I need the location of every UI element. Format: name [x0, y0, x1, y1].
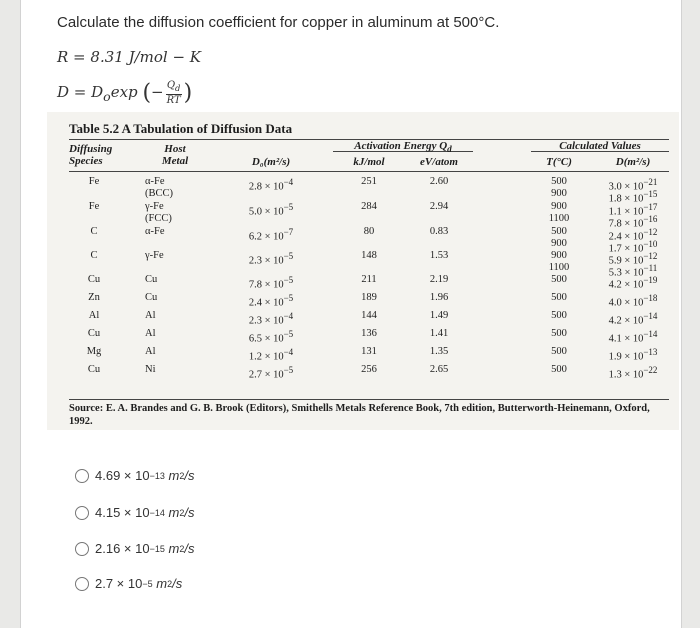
cell-ev: 1.41	[429, 328, 449, 339]
cell-d: $1.9 \times 10^{-13}$	[608, 347, 658, 363]
cell-host: Al	[145, 328, 156, 339]
cell-d: $5.3 \times 10^{-11}$	[608, 263, 658, 279]
cell-d: $4.0 \times 10^{-18}$	[608, 293, 658, 309]
cell-d: $1.8 \times 10^{-15}$	[608, 189, 658, 205]
cell-d0: $2.3 \times 10^{-5}$	[248, 251, 294, 267]
cell-d: $4.1 \times 10^{-14}$	[608, 329, 658, 345]
header-d0: D₀(m²/s)	[251, 156, 291, 168]
eq-open-paren: (	[142, 80, 152, 106]
option-1-mantissa: 4.69 × 10	[95, 468, 150, 483]
eq-exp: exp	[110, 83, 138, 101]
gas-constant-value: R = 8.31	[57, 48, 124, 66]
cell-temp: 900	[551, 188, 567, 199]
header-activation: Activation Energy $Q_d$	[354, 140, 452, 155]
cell-host: γ-Fe	[145, 250, 164, 261]
cell-ev: 2.19	[429, 274, 449, 285]
table-caption: Table 5.2 A Tabulation of Diffusion Data	[69, 121, 293, 136]
cell-d0: $2.8 \times 10^{-4}$	[248, 177, 294, 193]
cell-d: $2.4 \times 10^{-12}$	[608, 227, 658, 243]
eq-lhs: D = D	[57, 83, 104, 101]
cell-d0: $2.7 \times 10^{-5}$	[248, 365, 294, 381]
header-metal: Metal	[161, 155, 189, 167]
cell-d: $1.1 \times 10^{-17}$	[608, 202, 658, 218]
eq-numerator: Q	[166, 80, 176, 91]
cell-ev: 1.35	[429, 346, 449, 357]
header-t: T(°C)	[546, 156, 572, 168]
eq-fraction	[166, 80, 182, 106]
cell-d: $3.0 \times 10^{-21}$	[608, 177, 658, 193]
answer-option-4[interactable]: 2.7 × 10 −5 m 2 /s	[75, 576, 182, 591]
cell-temp: 1100	[548, 213, 570, 224]
cell-host: γ-Fe	[145, 201, 164, 212]
eq-denominator: RT	[166, 95, 181, 106]
cell-d: $1.3 \times 10^{-22}$	[608, 365, 658, 381]
gas-constant-equation	[57, 48, 201, 66]
cell-temp: 900	[551, 201, 567, 212]
cell-kj: 148	[361, 250, 377, 261]
cell-temp: 500	[551, 176, 567, 187]
cell-species: Fe	[88, 176, 100, 187]
header-ev: eV/atom	[420, 156, 458, 168]
cell-host-structure: (BCC)	[145, 188, 174, 199]
cell-host: α-Fe	[145, 226, 165, 237]
cell-kj: 80	[363, 226, 375, 237]
eq-close-paren: )	[183, 80, 193, 106]
question-text: Calculate the diffusion coefficient for copper in aluminum at 500°C.	[57, 14, 500, 31]
eq-numerator-sub: d	[175, 83, 181, 93]
cell-d0: $6.5 \times 10^{-5}$	[248, 329, 294, 345]
cell-ev: 1.53	[429, 250, 449, 261]
cell-temp: 500	[551, 346, 567, 357]
cell-species: Al	[88, 310, 100, 321]
header-calculated: Calculated Values	[559, 140, 641, 152]
cell-host-structure: (FCC)	[145, 213, 172, 224]
cell-d: $5.9 \times 10^{-12}$	[608, 251, 658, 267]
cell-d0: $1.2 \times 10^{-4}$	[248, 347, 294, 363]
cell-species: Cu	[87, 364, 101, 375]
diffusion-equation: $D = D_o\exp$ (− $\frac{Q_d}{RT}$ )	[57, 80, 193, 106]
question-card	[20, 0, 682, 628]
cell-host: Al	[145, 310, 156, 321]
cell-host: Cu	[145, 274, 158, 285]
table-source: Source: E. A. Brandes and G. B. Brook (Editors), Smithells Metals Reference Book, 7th edition, Butterworth-Heinemann, Oxford, 1992.	[69, 403, 650, 427]
option-3-mantissa: 2.16 × 10	[95, 541, 150, 556]
cell-ev: 1.96	[429, 292, 449, 303]
cell-species: Cu	[87, 328, 101, 339]
answer-option-1[interactable]: 4.69 × 10 −13 m 2 /s	[75, 468, 194, 483]
option-4-mantissa: 2.7 × 10	[95, 576, 143, 591]
cell-species: C	[90, 250, 98, 261]
cell-species: C	[90, 226, 98, 237]
option-2-mantissa: 4.15 × 10	[95, 505, 150, 520]
header-d: D(m²/s)	[615, 156, 651, 168]
radio-icon[interactable]	[75, 506, 89, 520]
cell-temp: 500	[551, 274, 567, 285]
cell-d0: $6.2 \times 10^{-7}$	[248, 227, 294, 243]
cell-temp: 500	[551, 226, 567, 237]
gas-constant-units: J/mol − K	[128, 48, 202, 66]
cell-temp: 500	[551, 292, 567, 303]
cell-d0: $2.4 \times 10^{-5}$	[248, 293, 294, 309]
answer-option-2[interactable]: 4.15 × 10 −14 m 2 /s	[75, 505, 194, 520]
cell-temp: 500	[551, 364, 567, 375]
cell-d0: $2.3 \times 10^{-4}$	[248, 311, 294, 327]
cell-ev: 2.60	[429, 176, 449, 187]
cell-kj: 189	[361, 292, 377, 303]
cell-host: Al	[145, 346, 156, 357]
cell-kj: 144	[361, 310, 377, 321]
cell-kj: 211	[361, 274, 377, 285]
cell-d: $4.2 \times 10^{-19}$	[608, 275, 658, 291]
cell-ev: 1.49	[429, 310, 449, 321]
header-kj: kJ/mol	[353, 156, 385, 168]
cell-host: α-Fe	[145, 176, 165, 187]
cell-species: Mg	[86, 346, 102, 357]
eq-d0-sub: o	[103, 89, 111, 104]
cell-temp: 900	[551, 250, 567, 261]
header-diffusing: Diffusing	[69, 143, 113, 155]
cell-temp: 900	[551, 238, 567, 249]
cell-ev: 2.94	[429, 201, 449, 212]
header-species: Species	[69, 155, 103, 167]
cell-kj: 136	[361, 328, 377, 339]
cell-temp: 1100	[548, 262, 570, 273]
cell-d0: $5.0 \times 10^{-5}$	[248, 202, 294, 218]
cell-d: $4.2 \times 10^{-14}$	[608, 311, 658, 327]
cell-host: Cu	[145, 292, 158, 303]
radio-icon[interactable]	[75, 577, 89, 591]
cell-species: Fe	[88, 201, 100, 212]
cell-kj: 256	[361, 364, 377, 375]
cell-ev: 2.65	[429, 364, 449, 375]
cell-kj: 284	[361, 201, 377, 212]
cell-d: $1.7 \times 10^{-10}$	[608, 239, 658, 255]
cell-species: Cu	[87, 274, 101, 285]
cell-d0: $7.8 \times 10^{-5}$	[248, 275, 294, 291]
cell-temp: 500	[551, 310, 567, 321]
diffusion-data-table	[47, 112, 679, 430]
cell-host: Ni	[145, 364, 156, 375]
cell-species: Zn	[88, 292, 100, 303]
cell-kj: 131	[361, 346, 377, 357]
cell-d: $7.8 \times 10^{-16}$	[608, 214, 658, 230]
cell-kj: 251	[361, 176, 377, 187]
answer-option-3[interactable]: 2.16 × 10 −15 m 2 /s	[75, 541, 194, 556]
cell-ev: 0.83	[429, 226, 449, 237]
cell-temp: 500	[551, 328, 567, 339]
radio-icon[interactable]	[75, 542, 89, 556]
header-host: Host	[164, 143, 186, 155]
radio-icon[interactable]	[75, 469, 89, 483]
